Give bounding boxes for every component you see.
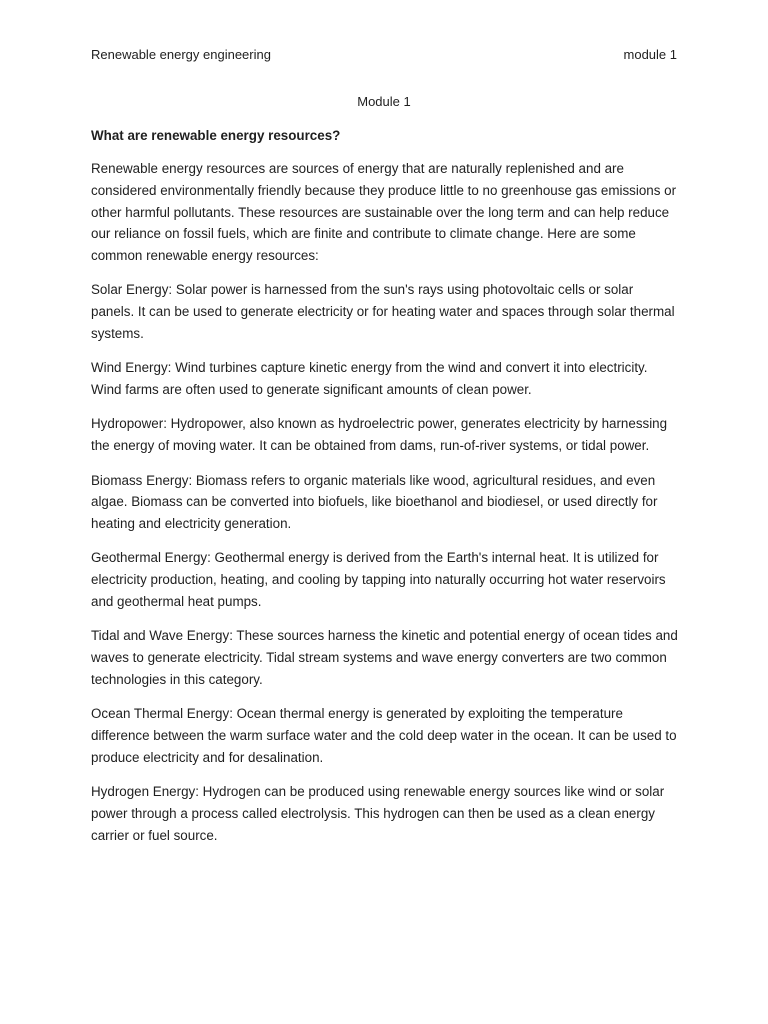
tidal-wave-energy-paragraph: Tidal and Wave Energy: These sources harness the kinetic and potential energy of ocean tides and waves to generate electricity. Tidal stream systems and wave energy converters are two common technologies in this category.: [91, 628, 678, 687]
wind-energy-paragraph: Wind Energy: Wind turbines capture kinetic energy from the wind and convert it into electricity. Wind farms are often used to generate significant amounts of clean power.: [91, 360, 648, 398]
hydropower-paragraph: Hydropower: Hydropower, also known as hydroelectric power, generates electricity by harnessing the energy of moving water. It can be obtained from dams, run-of-river systems, or tidal power.: [91, 416, 668, 454]
header-module-label: module 1: [623, 47, 677, 62]
ocean-thermal-energy-paragraph: Ocean Thermal Energy: Ocean thermal energy is generated by exploiting the temperature difference between the warm surface water and the cold deep water in the ocean. It can be used to produce electricity and for desalination.: [91, 706, 677, 765]
header-course-title: Renewable energy engineering: [91, 47, 271, 62]
hydrogen-energy-paragraph: Hydrogen Energy: Hydrogen can be produced using renewable energy sources like wind or solar power through a process called electrolysis. This hydrogen can then be used as a clean energy carrier or fuel source.: [91, 784, 665, 843]
section-question-heading: What are renewable energy resources?: [91, 128, 341, 143]
document-body: [91, 127, 679, 859]
page-header: [91, 46, 677, 64]
solar-energy-paragraph: Solar Energy: Solar power is harnessed from the sun's rays using photovoltaic cells or solar panels. It can be used to generate electricity or for heating water and spaces through solar thermal systems.: [91, 282, 675, 342]
module-title: Module 1: [357, 94, 411, 109]
biomass-energy-paragraph: Biomass Energy: Biomass refers to organic materials like wood, agricultural residues, and even algae. Biomass can be converted into biofuels, like bioethanol and biodiesel, or used directly for heating and electricity generation.: [91, 472, 658, 532]
geothermal-energy-paragraph: Geothermal Energy: Geothermal energy is derived from the Earth's internal heat. It is utilized for electricity production, heating, and cooling by tapping into naturally occurring hot water reservoirs and geothermal heat pumps.: [91, 550, 666, 610]
intro-paragraph: Renewable energy resources are sources of energy that are naturally replenished and are considered environmentally friendly because they produce little to no greenhouse gas emissions or other harmful pollutants. These resources are sustainable over the long term and can help reduce our reliance on fossil fuels, which are finite and contribute to climate change. Here are some common renewable energy resources:: [91, 161, 677, 264]
